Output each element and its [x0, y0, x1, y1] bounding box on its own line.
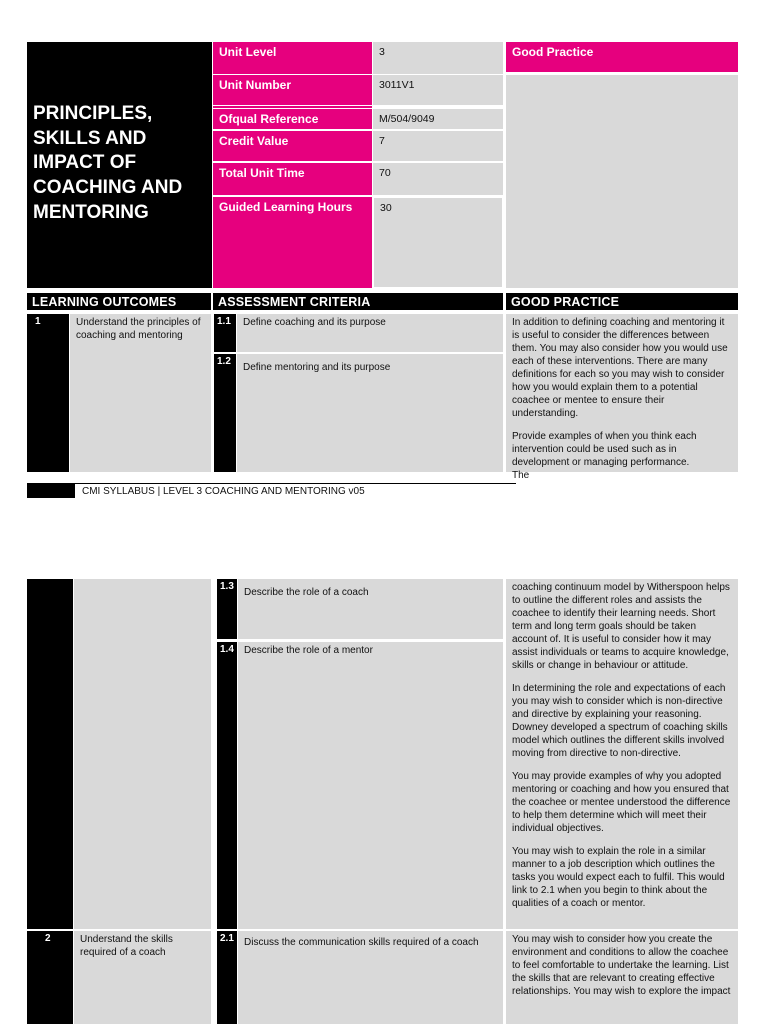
good-practice-paragraph: In addition to defining coaching and mentoring it is useful to consider the differences between them. You may also consider how you would use each of these interventions. There are many definitions for each so you may wish to consider how you would explain them to a potential coachee or mentee to ensure their understanding.: [512, 317, 728, 419]
total-time-value: 70: [373, 163, 503, 195]
footer-text: CMI SYLLABUS | LEVEL 3 COACHING AND MENTORING v05: [82, 486, 365, 497]
criterion-text: Describe the role of a mentor: [238, 642, 503, 929]
good-practice-text: [506, 579, 738, 929]
credit-value: 7: [373, 131, 503, 161]
good-practice-paragraph: coaching continuum model by Witherspoon helps to outline the different roles and assists the coachee to identify their learning needs. Short term and long term goals should be taken account of. It is useful to consider how it may assist individuals or teams to acquire knowledge, skills or change in behaviour or attitude.: [512, 582, 730, 671]
criterion-text: Define mentoring and its purpose: [237, 354, 503, 472]
footer-rule: [75, 483, 516, 484]
good-practice-top-box: [506, 75, 738, 288]
total-time-label: Total Unit Time: [213, 163, 372, 195]
unit-title: PRINCIPLES, SKILLS AND IMPACT OF COACHING AND MENTORING: [33, 103, 183, 223]
outcome-number: 2: [27, 931, 73, 1024]
title-block: [27, 42, 212, 288]
outcome-text: Understand the skills required of a coach: [74, 931, 211, 1024]
good-practice-paragraph: You may wish to explain the role in a similar manner to a job description which outlines the tasks you would expect each to fulfil. This would link to 2.1 when you begin to think about the qualities of a coach or mentor.: [512, 846, 725, 909]
outcome-number: 1: [27, 314, 69, 472]
unit-level-value: 3: [373, 42, 503, 74]
learning-outcomes-header: LEARNING OUTCOMES: [27, 293, 211, 310]
outcome-text: Understand the principles of coaching and mentoring: [70, 314, 211, 472]
criterion-number: 1.3: [217, 579, 237, 639]
good-practice-header: GOOD PRACTICE: [506, 293, 738, 310]
outcome-text-column: [74, 579, 211, 929]
good-practice-paragraph: You may provide examples of why you adopted mentoring or coaching and how you ensured that the coachee or mentee understood the difference to help them determine which will meet their individual objectives.: [512, 771, 731, 834]
glh-value: 30: [373, 197, 503, 288]
good-practice-text: [506, 314, 738, 481]
good-practice-paragraph: In determining the role and expectations of each you may wish to consider which is non-directive and directive by explaining your reasoning. Downey developed a spectrum of coaching skills model which outlines the different skills involved moving from directive to non-directive.: [512, 683, 728, 759]
criterion-number: 1.1: [214, 314, 236, 352]
assessment-criteria-header: ASSESSMENT CRITERIA: [213, 293, 503, 310]
pink-spacer: [213, 106, 372, 108]
ofqual-value: M/504/9049: [373, 109, 503, 129]
outcome-number-column: [27, 579, 73, 929]
unit-number-value: 3011V1: [373, 75, 503, 105]
criterion-number: 1.2: [214, 354, 236, 472]
glh-label: Guided Learning Hours: [213, 197, 372, 288]
good-practice-text: You may wish to consider how you create the environment and conditions to allow the coachee to feel comfortable to undertake the learning. List the skills that are relevant to creating effective relationships. You may wish to explore the impact: [506, 931, 738, 1024]
criterion-number: 2.1: [217, 931, 237, 1024]
unit-number-label: Unit Number: [213, 75, 372, 105]
criterion-text: Discuss the communication skills required of a coach: [238, 931, 503, 1024]
criterion-text: Define coaching and its purpose: [237, 314, 503, 352]
ofqual-label: Ofqual Reference: [213, 109, 372, 129]
footer-bar: [27, 483, 75, 498]
good-practice-paragraph: Provide examples of when you think each intervention could be used such as in development or managing performance. The: [512, 431, 697, 481]
criterion-text: Describe the role of a coach: [238, 579, 503, 639]
good-practice-top-label: Good Practice: [506, 42, 738, 72]
criterion-number: 1.4: [217, 642, 237, 929]
credit-label: Credit Value: [213, 131, 372, 161]
unit-level-label: Unit Level: [213, 42, 372, 74]
